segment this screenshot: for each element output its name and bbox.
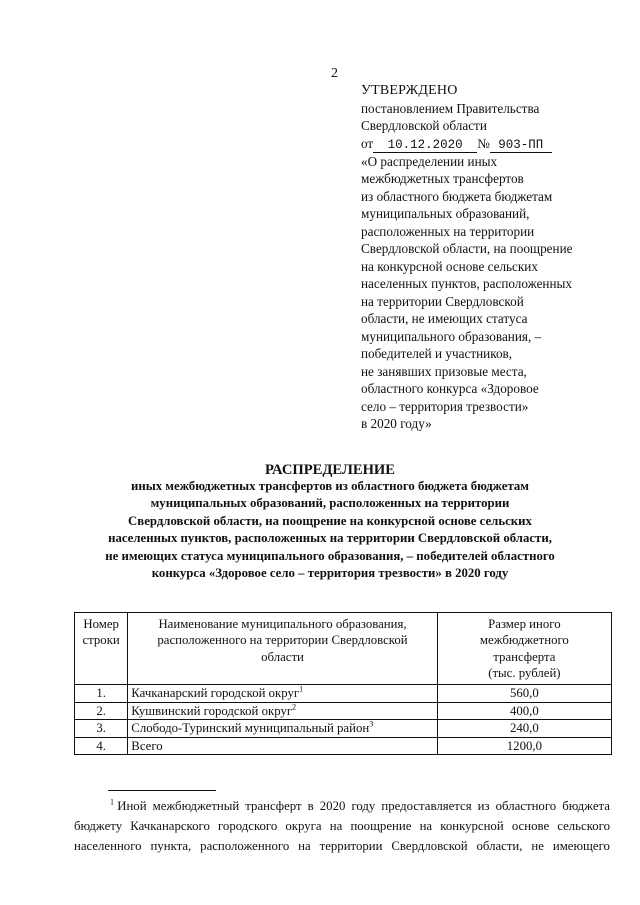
resolution-date: 10.12.2020	[373, 139, 477, 153]
resolution-title-line: межбюджетных трансфертов	[361, 171, 524, 186]
row-number: 4.	[75, 737, 128, 755]
footnote-line-1: $^1$ Иной межбюджетный трансферт в 2020 году предоставляется из областного бюджета	[110, 797, 610, 813]
row-number: 3.	[75, 720, 128, 738]
distribution-table	[74, 612, 612, 755]
municipality-name: Кушвинский городской округ$^2$	[128, 702, 437, 720]
document-subtitle	[50, 478, 610, 582]
subtitle-line: населенных пунктов, расположенных на территории Свердловской области,	[108, 531, 552, 546]
resolution-number: 903-ПП	[490, 139, 552, 153]
municipality-name: Слободо-Туринский муниципальный район$^3$	[128, 720, 437, 738]
resolution-title-line: на территории Свердловской	[361, 293, 524, 309]
footnote	[74, 797, 610, 856]
footnote-marker: 1	[110, 797, 114, 807]
subtitle-line: иных межбюджетных трансфертов из областного бюджета бюджетам	[130, 479, 530, 493]
transfer-amount: 240,0	[437, 720, 611, 738]
resolution-title-line: село – территория трезвости»	[361, 398, 529, 414]
header-row-number: Номер строки	[75, 613, 128, 685]
transfer-amount: 560,0	[437, 685, 611, 703]
approval-line: Свердловской области	[361, 118, 487, 133]
table-row	[75, 702, 612, 720]
document-title: РАСПРЕДЕЛЕНИЕ	[264, 462, 396, 478]
resolution-title-line: в 2020 году»	[361, 416, 432, 431]
number-prefix: №	[477, 135, 490, 151]
table-row-total	[75, 737, 612, 755]
date-prefix: от	[361, 135, 374, 151]
approval-date-number	[361, 135, 631, 153]
resolution-title-line: области, не имеющих статуса	[361, 311, 528, 326]
approval-line: постановлением Правительства	[361, 100, 540, 116]
footnote-line-3: населенного пункта, расположенного на территории Свердловской области, не имеющего	[74, 838, 610, 853]
footnote-separator	[108, 790, 216, 791]
resolution-title-line: расположенных на территории	[361, 223, 535, 239]
subtitle-line: конкурса «Здоровое село – территория трезвости» в 2020 году	[151, 566, 509, 581]
subtitle-line: муниципальных образований, расположенных на территории	[150, 496, 510, 511]
transfer-amount: 400,0	[437, 702, 611, 720]
resolution-title-line: областного конкурса «Здоровое	[361, 381, 539, 396]
approved-heading: УТВЕРЖДЕНО	[361, 83, 458, 98]
footnote-line-2: бюджету Качканарского городского округа на поощрение на конкурсной основе сельского	[74, 818, 610, 833]
footnote-ref: 3	[369, 720, 374, 730]
resolution-title-line: муниципального образования, –	[361, 328, 542, 344]
municipality-name: Всего	[128, 737, 437, 755]
resolution-title-line: «О распределении иных	[361, 153, 498, 169]
resolution-title-line: из областного бюджета бюджетам	[361, 188, 553, 204]
resolution-title-line: не занявших призовые места,	[361, 363, 527, 379]
resolution-title-line: муниципальных образований,	[361, 206, 530, 221]
resolution-title-line: населенных пунктов, расположенных	[361, 276, 573, 291]
table-row	[75, 720, 612, 738]
resolution-title-line: Свердловской области, на поощрение	[361, 241, 573, 256]
table-row	[75, 685, 612, 703]
subtitle-line: не имеющих статуса муниципального образования, – победителей областного	[105, 548, 555, 563]
footnote-ref: 2	[292, 702, 297, 712]
header-municipality-name: Наименование муниципального образования, расположенного на территории Свердловской области	[128, 613, 437, 685]
transfer-amount: 1200,0	[437, 737, 611, 755]
footnote-ref: 1	[299, 685, 304, 695]
municipality-name: Качканарский городской округ$^1$	[128, 685, 437, 703]
header-transfer-amount: Размер иного межбюджетного трансферта (тыс. рублей)	[437, 613, 611, 685]
resolution-title-line: на конкурсной основе сельских	[361, 258, 538, 274]
table-header-row	[75, 613, 612, 685]
approval-block	[361, 82, 631, 433]
subtitle-line: Свердловской области, на поощрение на конкурсной основе сельских	[128, 513, 532, 528]
resolution-title-line: победителей и участников,	[361, 346, 513, 361]
row-number: 1.	[75, 685, 128, 703]
page-number: 2	[331, 66, 338, 81]
row-number: 2.	[75, 702, 128, 720]
